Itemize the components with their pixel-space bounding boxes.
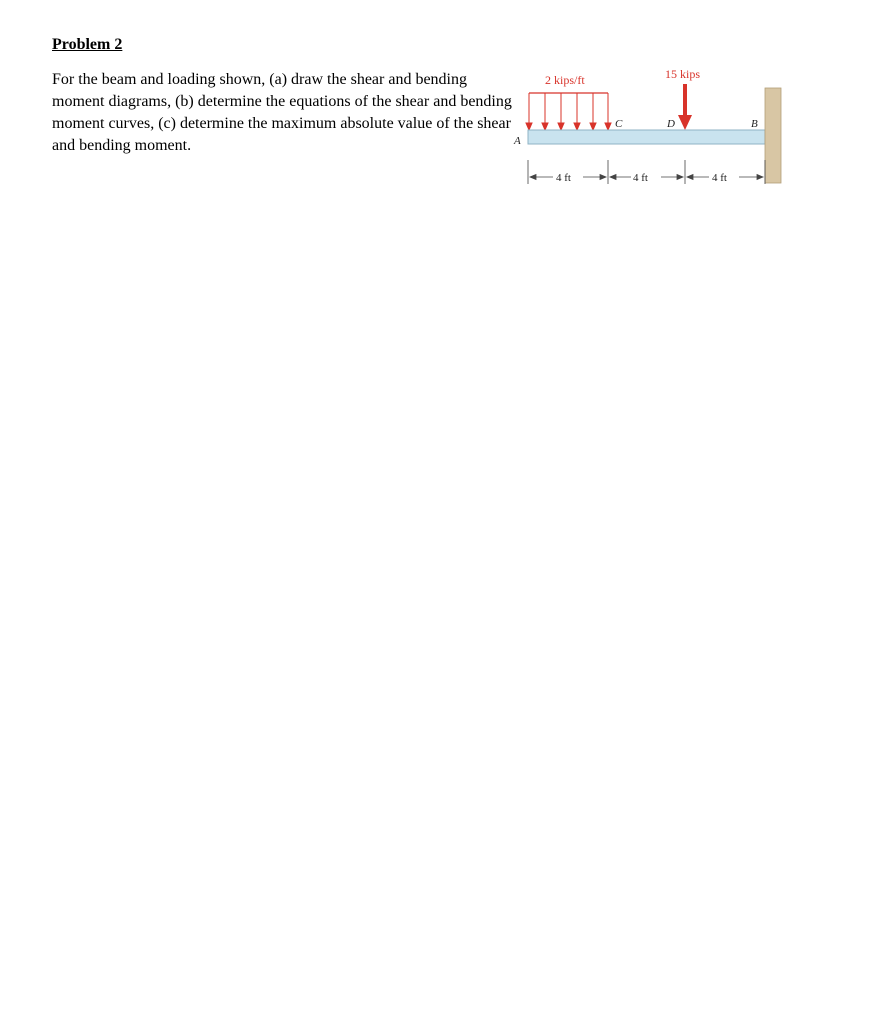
point-label-d: D	[667, 118, 675, 130]
problem-statement: For the beam and loading shown, (a) draw the shear and bending moment diagrams, (b) determine the equations of the shear and bending moment curves, (c) determine the maximum absolute value of the shear and bending moment.	[52, 71, 512, 154]
dimension-label-db: 4 ft	[712, 172, 727, 184]
dimension-label-ac: 4 ft	[556, 172, 571, 184]
distributed-load-arrows	[526, 93, 611, 130]
problem-title: Problem 2	[52, 36, 123, 53]
point-load-label: 15 kips	[665, 67, 701, 81]
distributed-load-label: 2 kips/ft	[545, 73, 585, 87]
point-load-arrow	[678, 84, 692, 130]
dimension-label-cd: 4 ft	[633, 172, 648, 184]
point-label-c: C	[615, 118, 623, 130]
beam	[528, 130, 765, 144]
fixed-wall-support	[765, 88, 781, 183]
point-label-b: B	[751, 118, 758, 130]
point-label-a: A	[514, 135, 521, 147]
beam-diagram	[505, 60, 795, 195]
beam-figure	[505, 60, 795, 195]
